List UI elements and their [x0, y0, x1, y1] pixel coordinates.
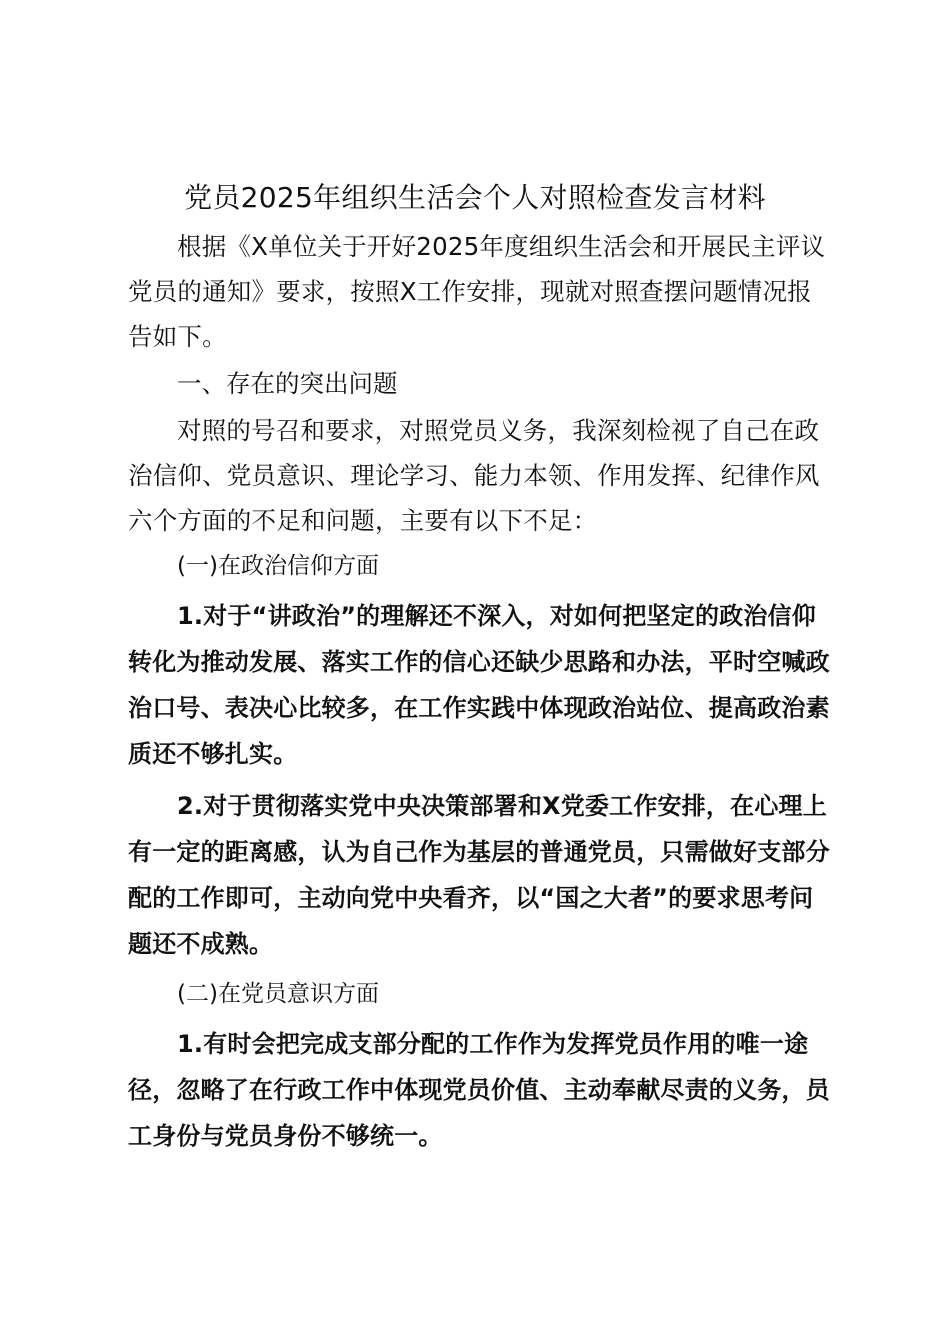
document-title: 党员2025年组织生活会个人对照检查发言材料	[184, 181, 766, 214]
section-heading-problems: 一、存在的突出问题	[177, 369, 398, 398]
section-intro-paragraph: 对照的号召和要求，对照党员义务，我深刻检视了自己在政治信仰、党员意识、理论学习、能力本领、作用发挥、纪律作风六个方面的不足和问题，主要有以下不足：	[128, 416, 820, 535]
document-body	[128, 224, 834, 1159]
list-item: 1.对于“讲政治”的理解还不深入，对如何把坚定的政治信仰转化为推动发展、落实工作的信心还缺少思路和办法，平时空喊政治口号、表决心比较多，在工作实践中体现政治站位、提高政治素质还不够扎实。	[128, 602, 830, 768]
intro-paragraph: 根据《X单位关于开好2025年度组织生活会和开展民主评议党员的通知》要求，按照X工作安排，现就对照查摆问题情况报告如下。	[128, 232, 826, 351]
list-item: 1.有时会把完成支部分配的工作作为发挥党员作用的唯一途径，忽略了在行政工作中体现党员价值、主动奉献尽责的义务，员工身份与党员身份不够统一。	[128, 1030, 830, 1150]
subsection-heading-party-awareness: (二)在党员意识方面	[177, 981, 379, 1007]
subsection-heading-political-belief: (一)在政治信仰方面	[177, 553, 379, 579]
list-item: 2.对于贯彻落实党中央决策部署和X党委工作安排，在心理上有一定的距离感，认为自己作为基层的普通党员，只需做好支部分配的工作即可，主动向党中央看齐，以“国之大者”的要求思考问题还不成熟。	[128, 792, 830, 958]
